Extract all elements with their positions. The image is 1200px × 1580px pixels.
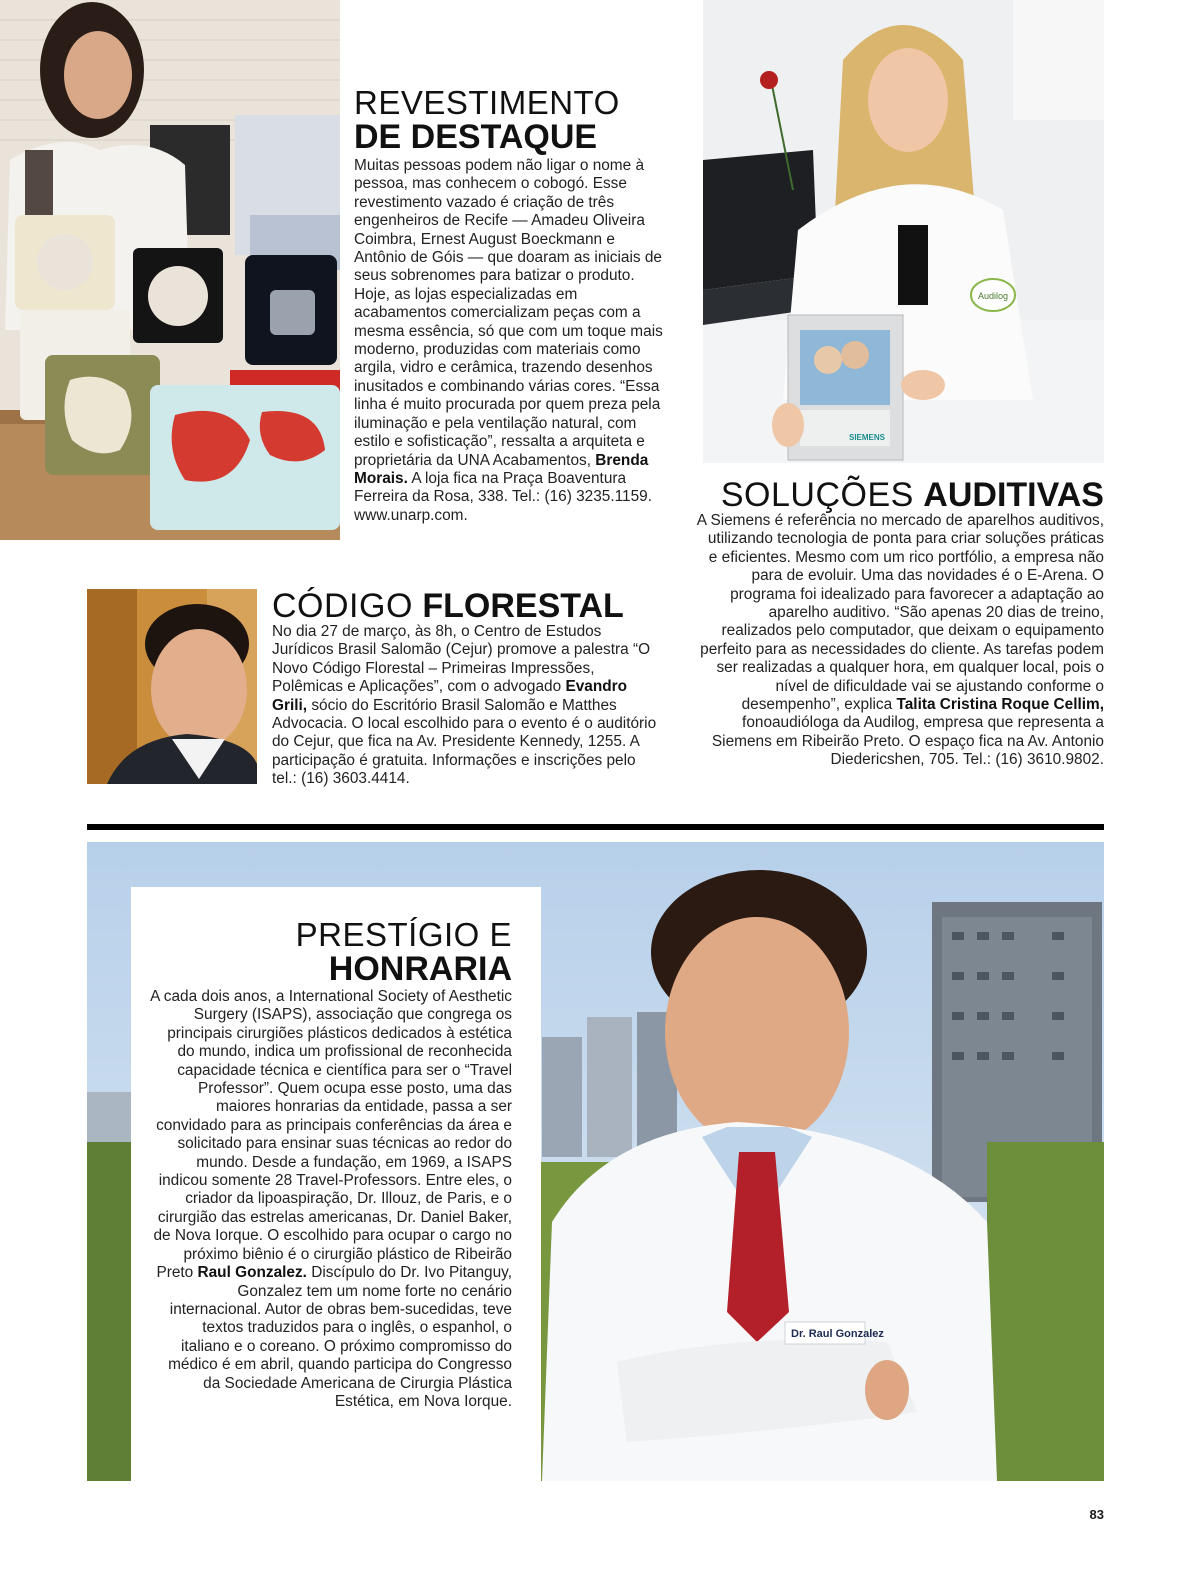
- headline-bold: AUDITIVAS: [923, 476, 1104, 514]
- photo-architect-cobogo: [0, 0, 340, 540]
- siemens-box-text: SIEMENS: [848, 433, 885, 442]
- article-solucoes: [696, 478, 1104, 770]
- body-text: sócio do Escritório Brasil Salomão e Matthes Advocacia. O local escolhido para o evento é o auditório do Cejur, que fica na Av. Presidente Kennedy, 1255. A participação é gratuita. Informações e inscrições pelo tel.: (16) 3603.4414.: [272, 696, 657, 788]
- article-codigo: [272, 589, 667, 789]
- body-text: No dia 27 de março, às 8h, o Centro de Estudos Jurídicos Brasil Salomão (Cejur) promove a palestra “O Novo Código Florestal – Primeiras Impressões, Polêmicas e Aplicações”, com o advogado: [272, 623, 651, 696]
- photo-audiologist: [703, 0, 1104, 463]
- headline-bold: DE DESTAQUE: [354, 118, 598, 156]
- article-prestigio-body: [150, 988, 512, 1411]
- headline-thin: PRESTÍGIO E: [295, 916, 512, 953]
- article-revestimento-body: [354, 157, 666, 525]
- body-text: Muitas pessoas podem não ligar o nome à pessoa, mas conhecem o cobogó. Esse revestimento vazado é criação de três engenheiros de Recife — Amadeu Oliveira Coimbra, Ernest August Boeckmann e Antônio de Góis — que doaram as iniciais de seus sobrenomes para batizar o produto. Hoje, as lojas especializadas em acabamentos comercializam peças com a mesma essência, só que com um toque mais moderno, produzidas com materiais como argila, vidro e cerâmica, trazendo desenhos inusitados e combinando várias cores. “Essa linha é muito procurada por quem preza pela iluminação e pela ventilação natural, com estilo e sofisticação”, ressalta a arquiteta e proprietária da UNA Acabamentos,: [354, 157, 663, 469]
- person-name: Brenda Morais.: [354, 451, 649, 487]
- body-text: A Siemens é referência no mercado de aparelhos auditivos, utilizando tecnologia de ponta para criar soluções práticas e eficientes. Mesmo com um rico portfólio, a empresa não para de evoluir. Uma das novidades é o E-Arena. O programa foi idealizado para favorecer a adaptação ao aparelho auditivo. “São apenas 20 dias de treino, realizados pelo computador, que deixam o equipamento perfeito para as necessidades do cliente. As tarefas podem ser realizadas a qualquer hora, em qualquer local, pois o nível de dificuldade vai se ajustando conforme o desempenho”, explica: [696, 512, 1104, 714]
- article-solucoes-body: [696, 512, 1104, 770]
- headline-bold: FLORESTAL: [422, 587, 624, 625]
- article-solucoes-title: [696, 478, 1104, 512]
- body-text: A cada dois anos, a International Society of Aesthetic Surgery (ISAPS), associação que congrega os principais cirurgiões plásticos dedicados à estética do mundo, indica um profissional de reconhecida capacidade técnica e científica para ser o “Travel Professor”. Quem ocupa esse posto, uma das maiores honrarias da entidade, passa a ser convidado para as principais conferências da área e solicitado para ensinar suas técnicas ao redor do mundo. Desde a fundação, em 1969, a ISAPS indicou somente 28 Travel-Professors. Entre eles, o criador da lipoaspiração, Dr. Illouz, de Paris, e o cirurgião das estrelas americanas, Dr. Daniel Baker, de Nova Iorque. O escolhido para ocupar o cargo no próximo biênio é o cirurgião plástico de Ribeirão Preto: [150, 988, 512, 1282]
- body-text: Discípulo do Dr. Ivo Pitanguy, Gonzalez tem um nome forte no cenário internacional. Autor de obras bem-sucedidas, teve textos traduzidos para o inglês, o espanhol, o italiano e o coreano. O próximo compromisso do médico é em abril, quando participa do Congresso da Sociedade Americana de Cirurgia Plástica Estética, em Nova Iorque.: [168, 1264, 512, 1410]
- article-codigo-title: [272, 589, 667, 623]
- coat-name-text: Dr. Raul Gonzalez: [791, 1328, 884, 1340]
- article-revestimento-title: [354, 86, 674, 154]
- article-prestigio-title: [150, 918, 512, 986]
- headline-thin: SOLUÇÕES: [720, 476, 914, 514]
- section-divider: [87, 824, 1104, 830]
- person-name: Evandro Grili,: [272, 678, 628, 714]
- article-codigo-body: [272, 623, 662, 789]
- person-name: Talita Cristina Roque Cellim,: [896, 696, 1104, 714]
- audilog-badge-text: Audilog: [977, 291, 1009, 301]
- page-number: 83: [1089, 1507, 1104, 1522]
- headline-thin: CÓDIGO: [272, 587, 413, 625]
- body-text: fonoaudióloga da Audilog, empresa que representa a Siemens em Ribeirão Preto. O espaço fica na Av. Antonio Diedericshen, 705. Tel.: (16) 3610.9802.: [711, 714, 1104, 769]
- person-name: Raul Gonzalez.: [197, 1264, 307, 1282]
- photo-lawyer: [87, 589, 257, 784]
- body-text: A loja fica na Praça Boaventura Ferreira da Rosa, 338. Tel.: (16) 3235.1159. www.unarp.com.: [354, 469, 653, 524]
- headline-thin: REVESTIMENTO: [354, 84, 620, 121]
- article-prestigio: [150, 918, 512, 1411]
- article-revestimento: [354, 86, 674, 525]
- headline-bold: HONRARIA: [328, 950, 512, 988]
